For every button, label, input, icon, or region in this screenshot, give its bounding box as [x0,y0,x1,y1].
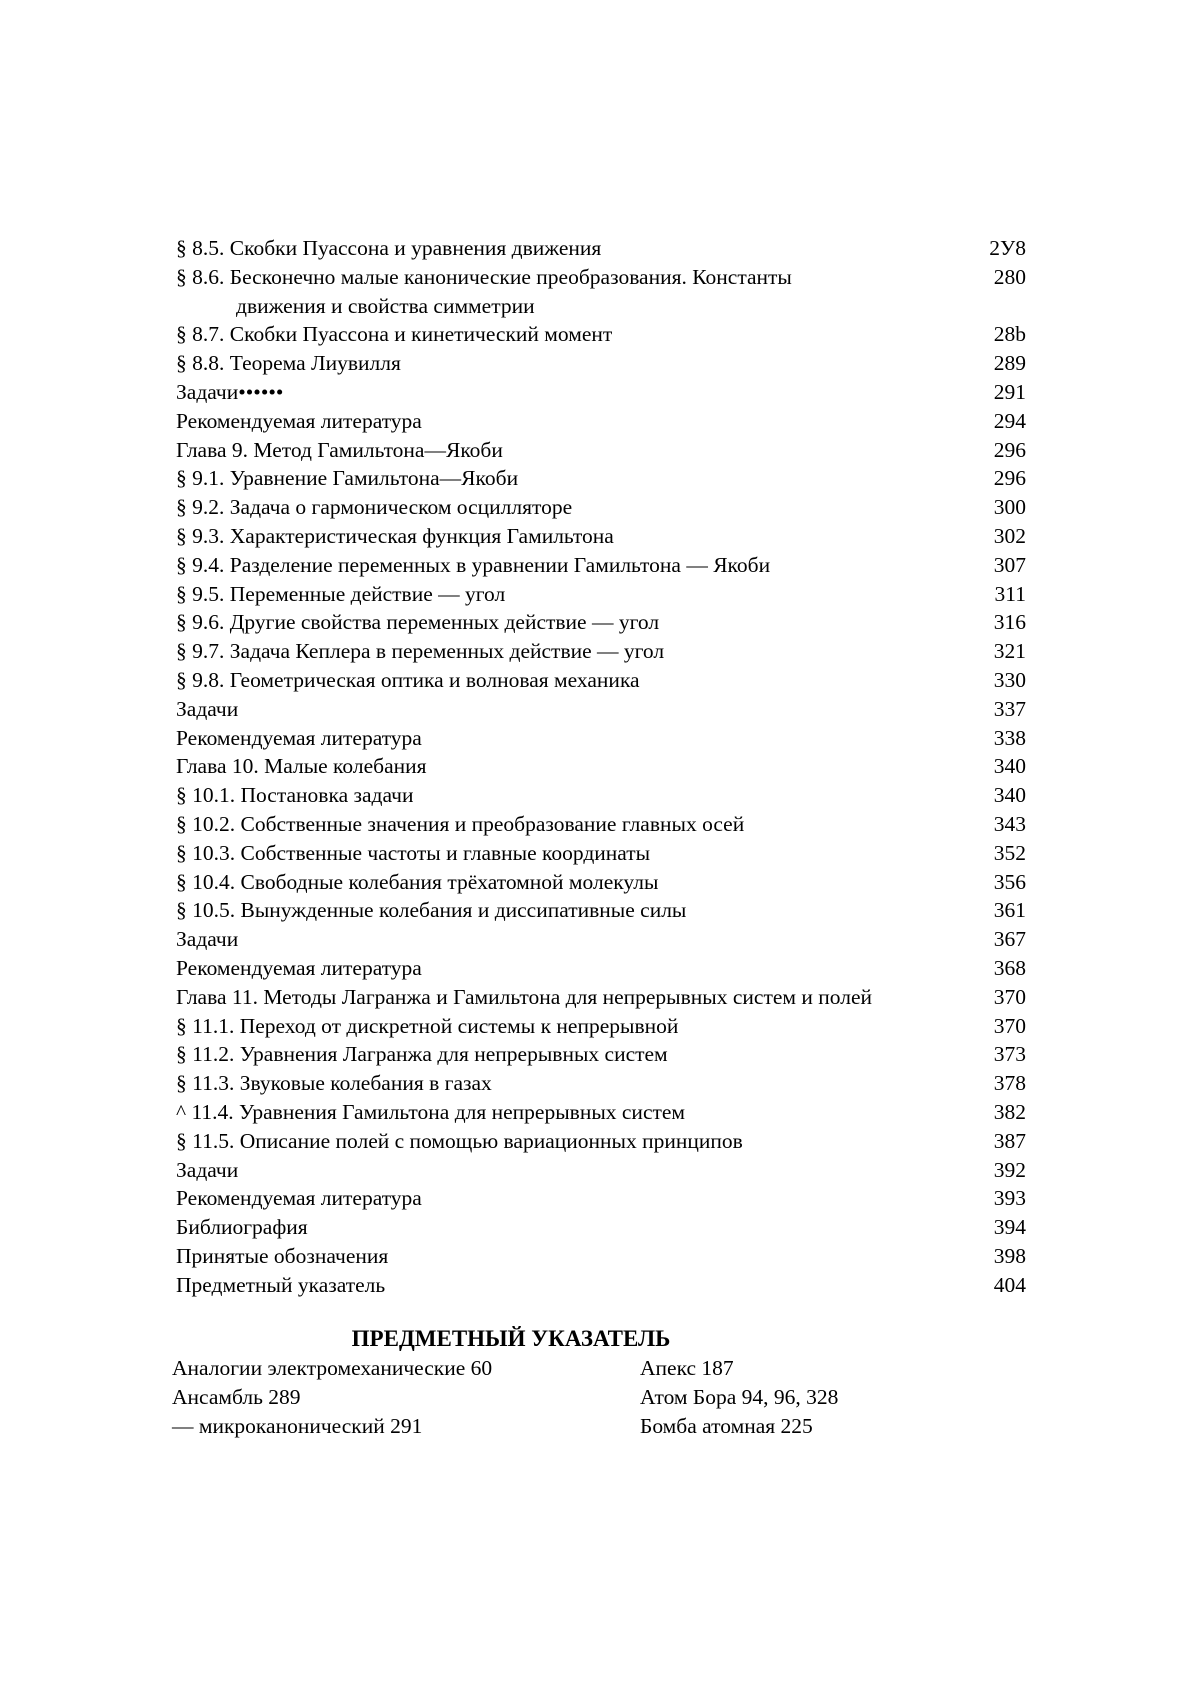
toc-row [176,1127,1026,1156]
toc-row [176,896,1026,925]
toc-row [176,493,1026,522]
toc-title: § 9.1. Уравнение Гамильтона—Якоби [176,466,519,491]
toc-title: § 9.7. Задача Кеплера в переменных действие — угол [176,639,665,664]
toc-title: § 8.7. Скобки Пуассона и кинетический момент [176,322,613,347]
toc-page: 294 [993,408,1026,433]
toc-row [176,349,1026,378]
toc-row [176,522,1026,551]
toc-row [176,925,1026,954]
toc-title: ^ 11.4. Уравнения Гамильтона для непрерывных систем [176,1099,686,1124]
toc-page: 289 [993,351,1026,376]
toc-page: 330 [993,667,1026,692]
toc-title: § 11.5. Описание полей с помощью вариационных принципов [176,1128,743,1153]
toc-row [176,1040,1026,1069]
toc-row [176,868,1026,897]
toc-row [176,1098,1026,1127]
toc-page: 373 [993,1042,1026,1067]
toc-title: § 11.2. Уравнения Лагранжа для непрерывных систем [176,1042,668,1067]
toc-row [176,378,1026,407]
toc-title: § 8.5. Скобки Пуассона и уравнения движения [176,236,602,260]
toc-title: Предметный указатель [176,1272,386,1297]
toc-page: 296 [993,437,1026,462]
toc-title: § 9.4. Разделение переменных в уравнении Гамильтона — Якоби [176,552,771,577]
toc-title: § 10.1. Постановка задачи [176,783,414,808]
toc-page: 300 [993,495,1026,520]
toc-page: 307 [993,552,1026,577]
toc-title: Задачи•••••• [176,379,284,404]
toc-page: 352 [993,840,1026,865]
toc-row [176,407,1026,436]
toc-page: 367 [993,927,1026,952]
toc-row [176,983,1026,1012]
toc-title: Задачи [176,696,239,721]
toc-row [176,1069,1026,1098]
toc-row [176,724,1026,753]
toc-title: Принятые обозначения [176,1243,389,1268]
toc-row [176,752,1026,781]
toc-title: § 9.6. Другие свойства переменных действие — угол [176,610,660,635]
toc-title: Задачи [176,927,239,952]
toc-title: Глава 9. Метод Гамильтона—Якоби [176,437,503,462]
toc-page: 2У8 [989,236,1026,260]
index-entry: Аналогии электромеханические 60 [172,1356,493,1380]
toc-row [176,436,1026,465]
index-entry: Апекс 187 [640,1356,734,1380]
toc-page: 321 [993,639,1026,664]
index-entry: — микроканонический 291 [172,1414,423,1438]
table-of-contents [176,234,1026,1299]
toc-page: 340 [993,783,1026,808]
toc-page: 28b [993,322,1026,347]
toc-title: § 11.1. Переход от дискретной системы к непрерывной [176,1013,679,1038]
toc-title-continuation: движения и свойства симметрии [236,293,535,318]
toc-row [176,234,1026,263]
index-entry: Атом Бора 94, 96, 328 [640,1385,839,1409]
toc-page: 338 [993,725,1026,750]
toc-row [176,464,1026,493]
toc-page: 368 [993,955,1026,980]
index-column-right [640,1354,838,1441]
toc-title: Рекомендуемая литература [176,1186,422,1211]
toc-title: § 8.8. Теорема Лиувилля [176,351,401,376]
toc-row [176,1012,1026,1041]
toc-row [176,320,1026,349]
toc-row [176,263,1026,292]
toc-title: § 10.4. Свободные колебания трёхатомной молекулы [176,869,659,894]
toc-row [176,292,1026,321]
toc-title: Рекомендуемая литература [176,725,422,750]
toc-page: 392 [993,1157,1026,1182]
toc-page: 311 [994,581,1026,606]
toc-row [176,666,1026,695]
toc-row [176,1242,1026,1271]
toc-row [176,608,1026,637]
index-column-left [172,1354,492,1441]
toc-title: Задачи [176,1157,239,1182]
toc-page: 291 [993,379,1026,404]
toc-title: § 8.6. Бесконечно малые канонические преобразования. Константы [176,264,792,289]
toc-page: 387 [993,1128,1026,1153]
toc-title: Глава 11. Методы Лагранжа и Гамильтона для непрерывных систем и полей [176,984,872,1009]
toc-page: 370 [993,1013,1026,1038]
toc-row [176,954,1026,983]
toc-page: 394 [993,1215,1026,1240]
toc-row [176,1271,1026,1300]
toc-title: § 9.8. Геометрическая оптика и волновая механика [176,667,640,692]
toc-page: 340 [993,754,1026,779]
toc-page: 337 [993,696,1026,721]
toc-title: § 10.5. Вынужденные колебания и диссипативные силы [176,898,687,923]
toc-row [176,810,1026,839]
toc-title: § 10.3. Собственные частоты и главные координаты [176,840,651,865]
index-entry: Ансамбль 289 [172,1385,301,1409]
toc-title: § 9.2. Задача о гармоническом осцилляторе [176,495,573,520]
toc-page: 378 [993,1071,1026,1096]
toc-title: § 9.3. Характеристическая функция Гамильтона [176,523,614,548]
toc-page: 302 [993,523,1026,548]
toc-title: Рекомендуемая литература [176,408,422,433]
toc-page: 343 [993,811,1026,836]
toc-row [176,1156,1026,1185]
toc-row [176,637,1026,666]
toc-row [176,839,1026,868]
toc-row [176,781,1026,810]
toc-page: 356 [993,869,1026,894]
toc-title: § 10.2. Собственные значения и преобразование главных осей [176,811,745,836]
toc-row [176,551,1026,580]
toc-title: § 9.5. Переменные действие — угол [176,581,506,606]
toc-page: 382 [993,1099,1026,1124]
toc-page: 280 [993,264,1026,289]
toc-page: 316 [993,610,1026,635]
toc-title: § 11.3. Звуковые колебания в газах [176,1071,492,1096]
toc-row [176,1213,1026,1242]
toc-title: Глава 10. Малые колебания [176,754,427,779]
toc-row [176,695,1026,724]
toc-title: Библиография [176,1215,308,1240]
toc-title: Рекомендуемая литература [176,955,422,980]
toc-page: 398 [993,1243,1026,1268]
toc-page: 296 [993,466,1026,491]
toc-page: 370 [993,984,1026,1009]
toc-row [176,1184,1026,1213]
toc-page: 404 [993,1272,1026,1297]
toc-page: 361 [993,898,1026,923]
toc-page: 393 [993,1186,1026,1211]
index-entry: Бомба атомная 225 [640,1414,813,1438]
toc-row [176,580,1026,609]
index-heading: ПРЕДМЕТНЫЙ УКАЗАТЕЛЬ [351,1326,671,1351]
